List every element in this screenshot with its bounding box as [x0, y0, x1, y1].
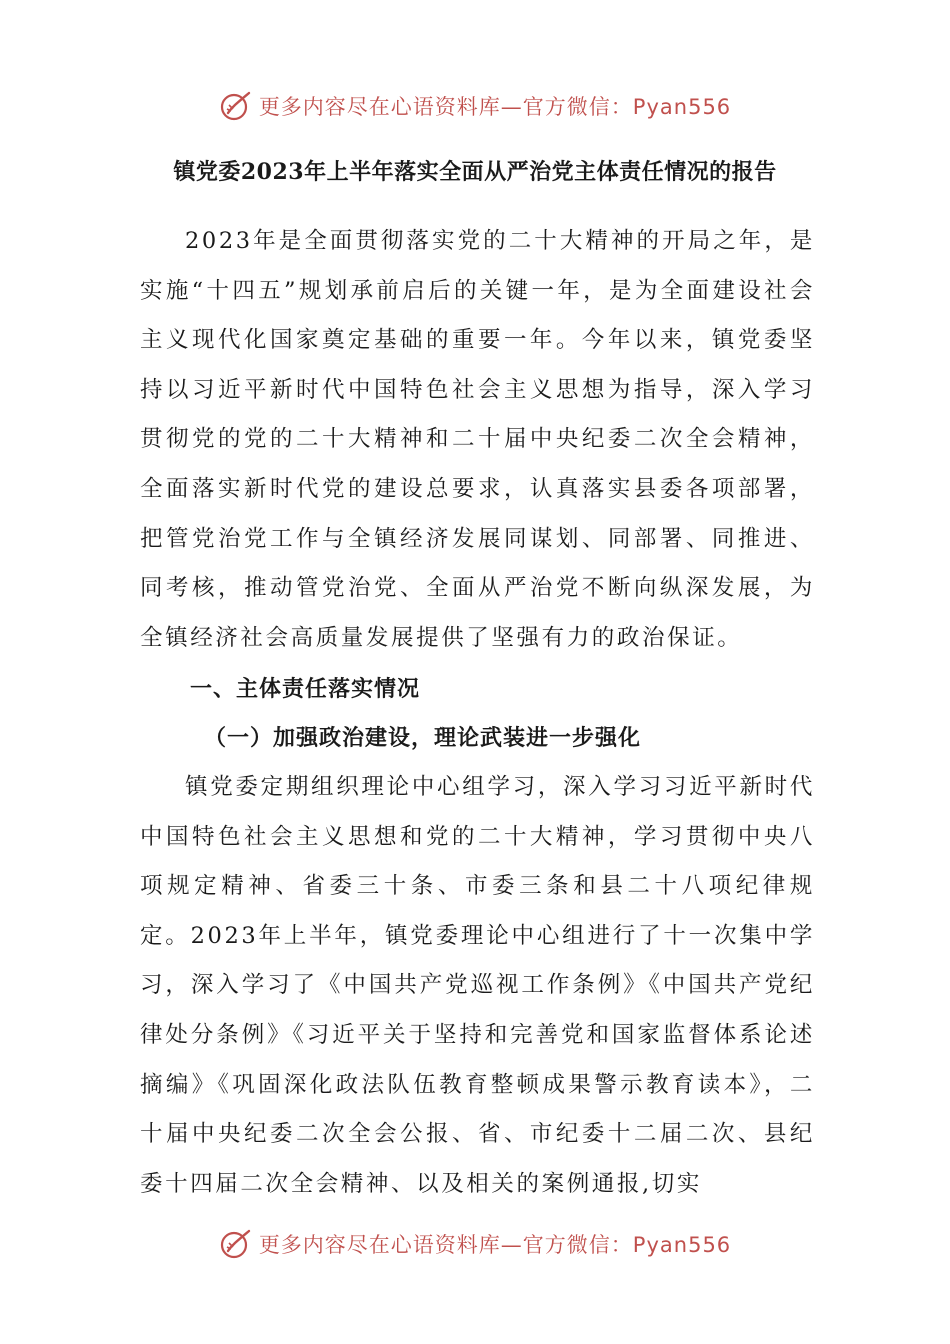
- brush-logo-icon: [219, 1227, 253, 1261]
- watermark-text: 更多内容尽在心语资料库—官方微信：Pyan556: [258, 1233, 732, 1257]
- watermark-footer: [0, 1224, 950, 1264]
- subsection-heading: （一）加强政治建设，理论武装进一步强化: [204, 725, 642, 751]
- brush-logo-icon: [219, 89, 253, 123]
- document-title: 镇党委2023年上半年落实全面从严治党主体责任情况的报告: [173, 159, 777, 185]
- paragraph-intro: 2023年是全面贯彻落实党的二十大精神的开局之年，是实施“十四五”规划承前启后的关键一年，是为全面建设社会主义现代化国家奠定基础的重要一年。今年以来，镇党委坚持以习近平新时代中国特色社会主义思想为指导，深入学习贯彻党的党的二十大精神和二十届中央纪委二次全会精神，全面落实新时代党的建设总要求，认真落实县委各项部署，把管党治党工作与全镇经济发展同谋划、同部署、同推进、同考核，推动管党治党、全面从严治党不断向纵深发展，为全镇经济社会高质量发展提供了坚强有力的政治保证。: [140, 228, 815, 651]
- paragraph-body: 镇党委定期组织理论中心组学习，深入学习习近平新时代中国特色社会主义思想和党的二十大精神，学习贯彻中央八项规定精神、省委三十条、市委三条和县二十八项纪律规定。2023年上半年，镇党委理论中心组进行了十一次集中学习，深入学习了《中国共产党巡视工作条例》《中国共产党纪律处分条例》《习近平关于坚持和完善党和国家监督体系论述摘编》《巩固深化政法队伍教育整顿成果警示教育读本》，二十届中央纪委二次全会公报、省、市纪委十二届二次、县纪委十四届二次全会精神、以及相关的案例通报,切实: [140, 774, 815, 1197]
- watermark-header: [0, 86, 950, 126]
- watermark-text: 更多内容尽在心语资料库—官方微信：Pyan556: [258, 95, 732, 119]
- section-heading: 一、主体责任落实情况: [190, 677, 421, 702]
